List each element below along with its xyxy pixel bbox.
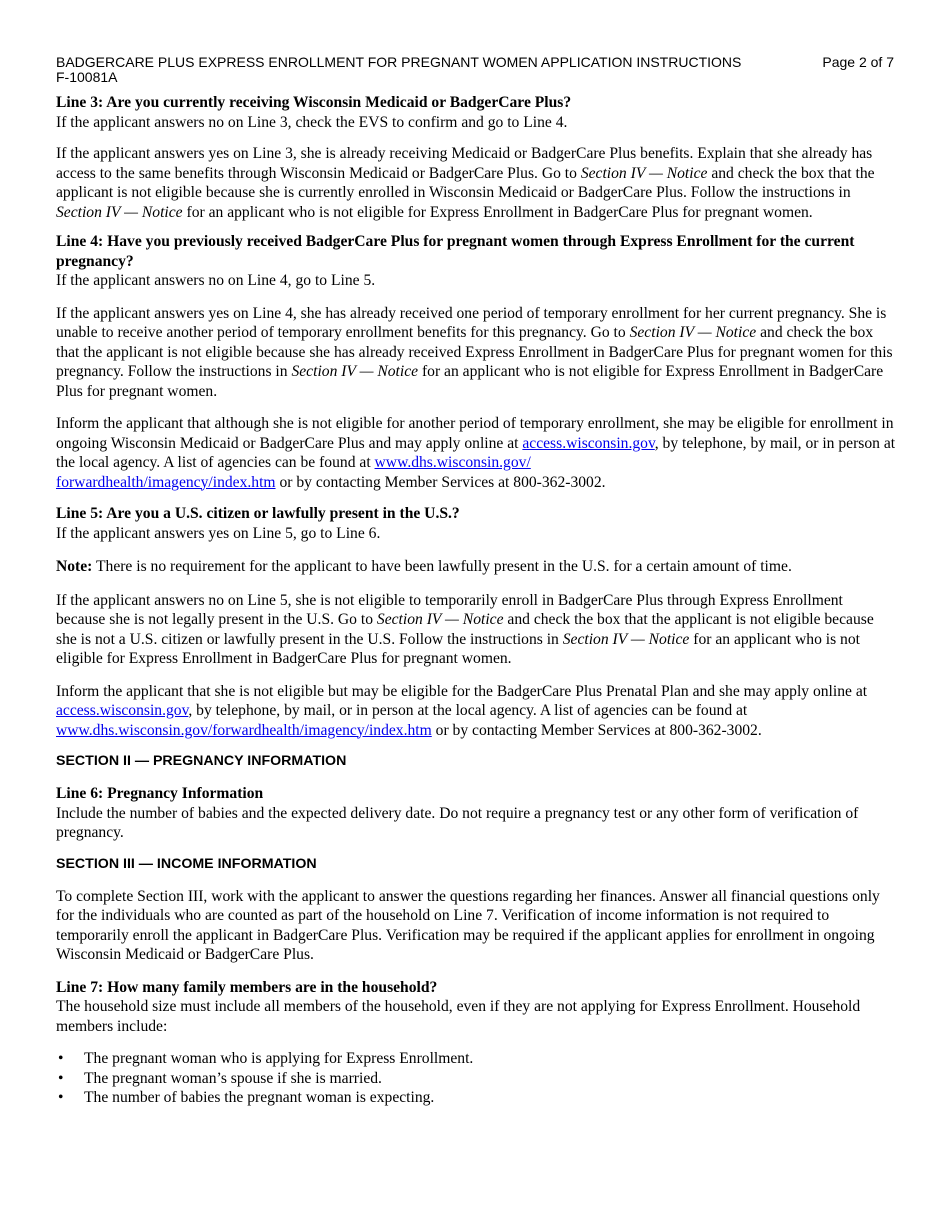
line4-block (56, 232, 896, 492)
line7-heading: Line 7: How many family members are in the household? (56, 978, 438, 996)
access-wisconsin-link[interactable]: access.wisconsin.gov (56, 702, 189, 719)
page-header (56, 55, 896, 85)
line4-yes-text: If the applicant answers yes on Line 4, she has already received one period of temporary enrollment for her current pregnancy. She is unable to receive another period of temporary enrollment benefits for this pregnancy. Go to Section IV — Notice and check the box that the applicant is not eligible because she has already received Express Enrollment in BadgerCare Plus for pregnant women for this pregnancy. Follow the instructions in Section IV — Notice for an applicant who is not eligible for Express Enrollment in BadgerCare Plus for pregnant women. (56, 304, 893, 400)
section3-intro: To complete Section III, work with the applicant to answer the questions regarding her finances. Answer all financial questions only for the individuals who are counted as part of the household on Line 7. Verification of income information is not required to temporarily enroll the applicant in BadgerCare Plus. Verification may be required if the applicant applies for enrollment in ongoing Wisconsin Medicaid or BadgerCare Plus. (56, 887, 880, 963)
document-body (56, 93, 896, 1108)
agency-list-link-cont[interactable]: forwardhealth/imagency/index.htm (56, 473, 276, 491)
note-label: Note: (56, 558, 93, 575)
line4-heading: Line 4: Have you previously received BadgerCare Plus for pregnant women through Express Enrollment for the current pregnancy? (56, 233, 855, 270)
household-members-list (56, 1049, 896, 1108)
section2-title: SECTION II — PREGNANCY INFORMATION (56, 753, 347, 769)
line5-inform-text: Inform the applicant that she is not eligible but may be eligible for the BadgerCare Plus Prenatal Plan and she may apply online at access.wisconsin.gov, by telephone, by mail, or in person at the local agency. A list of agencies can be found at www.dhs.wisconsin.gov/forwardhealth/imagency/index.htm or by contacting Member Services at 800-362-3002. (56, 682, 868, 739)
document-title: BADGERCARE PLUS EXPRESS ENROLLMENT FOR PREGNANT WOMEN APPLICATION INSTRUCTIONS (56, 54, 742, 70)
section3-block (56, 856, 896, 1108)
line5-no-text: If the applicant answers no on Line 5, she is not eligible to temporarily enroll in BadgerCare Plus through Express Enrollment because she is not legally present in the U.S. Go to Section IV — Notice and check the box that the applicant is not eligible because she is not a U.S. citizen or lawfully present in the U.S. Follow the instructions in Section IV — Notice for an applicant who is not eligible for Express Enrollment in BadgerCare Plus for pregnant women. (56, 591, 874, 667)
line3-heading: Line 3: Are you currently receiving Wisconsin Medicaid or BadgerCare Plus? (56, 94, 572, 111)
line7-text: The household size must include all members of the household, even if they are not applying for Express Enrollment. Household members include: (56, 998, 861, 1035)
line4-no-text: If the applicant answers no on Line 4, go to Line 5. (56, 272, 376, 289)
line4-inform-text: Inform the applicant that although she is not eligible for another period of temporary enrollment, she may be eligible for enrollment in ongoing Wisconsin Medicaid or BadgerCare Plus and may apply online at access.wisconsin.gov, by telephone, by mail, or in person at the local agency. A list of agencies can be found at www.dhs.wisconsin.gov/ forwardhealth/imagency/index.htm or by contacting Member Services at 800-362-3002. (56, 415, 896, 491)
line6-heading: Line 6: Pregnancy Information (56, 785, 264, 802)
document-page (56, 55, 896, 1108)
line5-yes-text: If the applicant answers yes on Line 5, go to Line 6. (56, 524, 381, 542)
agency-list-link[interactable]: www.dhs.wisconsin.gov/forwardhealth/imagency/index.htm (56, 721, 432, 739)
access-wisconsin-link[interactable]: access.wisconsin.gov (522, 434, 655, 452)
form-number: F-10081A (56, 69, 118, 85)
page-number: Page 2 of 7 (822, 54, 894, 70)
bullet-icon: • (58, 1069, 64, 1087)
line3-yes-text: If the applicant answers yes on Line 3, she is already receiving Medicaid or BadgerCare Plus benefits. Explain that she already has access to the same benefits through Wisconsin Medicaid or BadgerCare Plus. Go to Section IV — Notice and check the box that the applicant is not eligible because she is currently enrolled in Wisconsin Medicaid or BadgerCare Plus. Follow the instructions in Section IV — Notice for an applicant who is not eligible for Express Enrollment in BadgerCare Plus for pregnant women. (56, 145, 875, 221)
line5-block (56, 504, 896, 740)
list-item: • The number of babies the pregnant woman is expecting. (58, 1089, 435, 1106)
line6-text: Include the number of babies and the expected delivery date. Do not require a pregnancy test or any other form of verification of pregnancy. (56, 804, 859, 841)
line3-no-text: If the applicant answers no on Line 3, check the EVS to confirm and go to Line 4. (56, 113, 568, 131)
bullet-icon: • (58, 1050, 64, 1067)
list-item: • The pregnant woman’s spouse if she is married. (58, 1069, 382, 1087)
line5-note: Note: There is no requirement for the applicant to have been lawfully present in the U.S. for a certain amount of time. (56, 558, 792, 575)
line5-heading: Line 5: Are you a U.S. citizen or lawfully present in the U.S.? (56, 505, 460, 522)
list-item: • The pregnant woman who is applying for Express Enrollment. (58, 1050, 474, 1067)
bullet-icon: • (58, 1089, 64, 1106)
agency-list-link[interactable]: www.dhs.wisconsin.gov/ (374, 454, 531, 471)
section3-title: SECTION III — INCOME INFORMATION (56, 855, 317, 872)
section2-block (56, 753, 896, 843)
line3-block (56, 93, 896, 222)
